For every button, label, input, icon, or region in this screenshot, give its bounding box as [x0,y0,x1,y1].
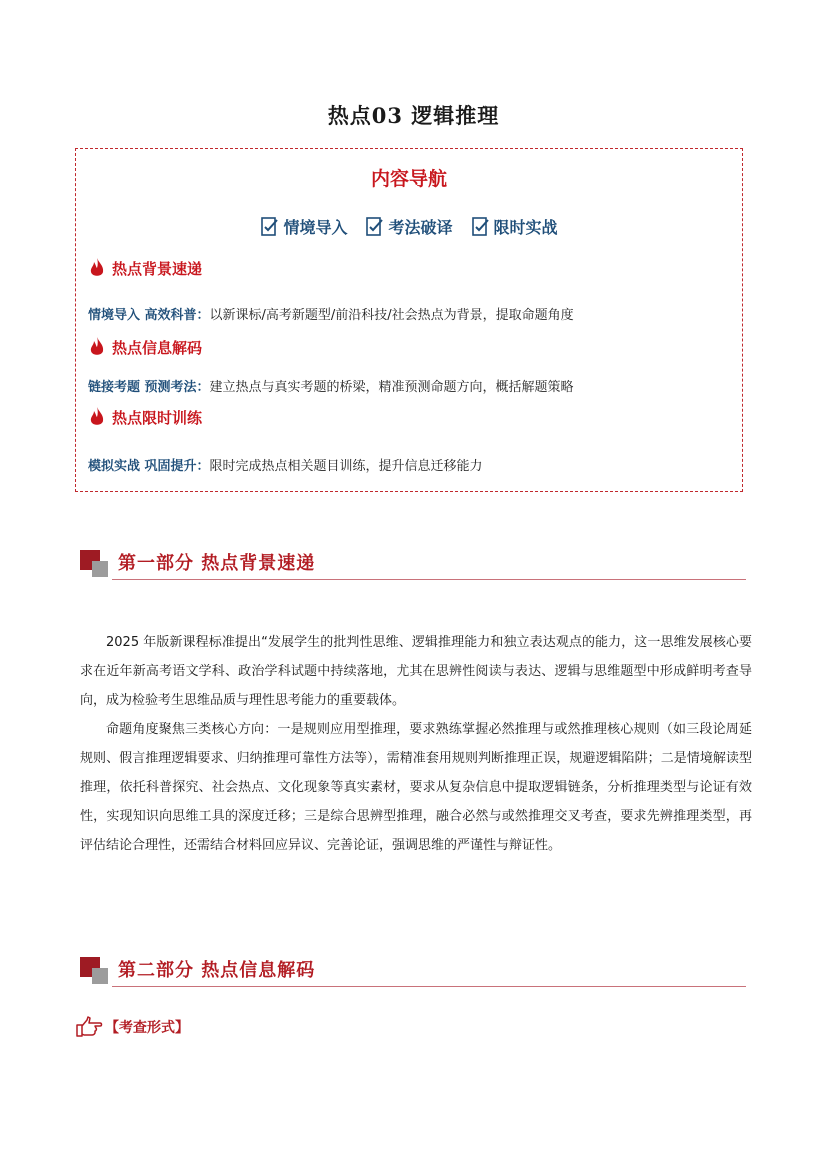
part2-heading: 第二部分 热点信息解码 [118,960,316,981]
nav-section-title: 热点信息解码 [112,338,203,357]
nav-section-tag: 情境导入 高效科普： [88,308,210,323]
nav-section-1-line [88,304,574,323]
nav-heading: 内容导航 [370,168,447,190]
nav-tab-method [365,215,452,238]
nav-section-2-heading [88,336,202,358]
nav-section-title: 热点限时训练 [112,408,203,427]
part1-body [80,628,752,860]
header-underline [112,579,746,581]
nav-section-3-line [88,455,483,474]
nav-section-title: 热点背景速递 [112,259,203,278]
nav-section-3-heading [88,406,202,428]
paragraph: 2025 年版新课程标准提出“发展学生的批判性思维、逻辑推理能力和独立表达观点的能力，这一思维发展核心要求在近年新高考语文学科、政治学科试题中持续落地，尤其在思辨性阅读与表达、逻辑与思维题型中形成鲜明考查导向，成为检验考生思维品质与理性思考能力的重要载体。 [80,635,752,708]
form-label-text: 【考查形式】 [105,1020,189,1036]
nav-tab-label: 考法破译 [388,218,453,237]
flame-icon [88,336,106,358]
nav-tab-practice [471,215,558,238]
nav-tabs [76,215,742,238]
header-square-gray [92,968,108,984]
flame-icon [88,257,106,279]
document-check-icon [471,216,491,238]
part1-heading: 第一部分 热点背景速递 [118,553,316,574]
nav-section-tag: 模拟实战 巩固提升： [88,459,210,474]
nav-tab-label: 限时实战 [493,218,558,237]
flame-icon [88,406,106,428]
nav-section-desc: 以新课标/高考新题型/前沿科技/社会热点为背景，提取命题角度 [209,308,574,323]
header-underline [112,986,746,988]
nav-tab-label: 情境导入 [283,218,348,237]
paragraph: 命题角度聚焦三类核心方向：一是规则应用型推理，要求熟练掌握必然推理与或然推理核心规则（如三段论周延规则、假言推理逻辑要求、归纳推理可靠性方法等），需精准套用规则判断推理正误，规避逻辑陷阱；二是情境解读型推理，依托科普探究、社会热点、文化现象等真实素材，要求从复杂信息中提取逻辑链条，分析推理类型与论证有效性，实现知识向思维工具的深度迁移；三是综合思辨型推理，融合必然与或然推理交叉考查，要求先辨推理类型，再评估结论合理性，还需结合材料回应异议、完善论证，强调思维的严谨性与辩证性。 [80,722,752,853]
pointing-hand-icon [75,1015,103,1039]
header-square-gray [92,561,108,577]
page-title: 热点03 逻辑推理 [327,103,500,128]
nav-tab-context [260,215,347,238]
content-navigation-box [75,148,743,492]
document-check-icon [365,216,385,238]
nav-section-desc: 限时完成热点相关题目训练，提升信息迁移能力 [209,459,483,474]
part2-header [80,953,746,987]
nav-section-desc: 建立热点与真实考题的桥梁，精准预测命题方向，概括解题策略 [209,380,574,395]
nav-section-2-line [88,376,574,395]
document-check-icon [260,216,280,238]
part1-header [80,546,746,580]
nav-section-1-heading [88,257,202,279]
exam-form-label [75,1015,189,1039]
nav-section-tag: 链接考题 预测考法： [88,380,210,395]
